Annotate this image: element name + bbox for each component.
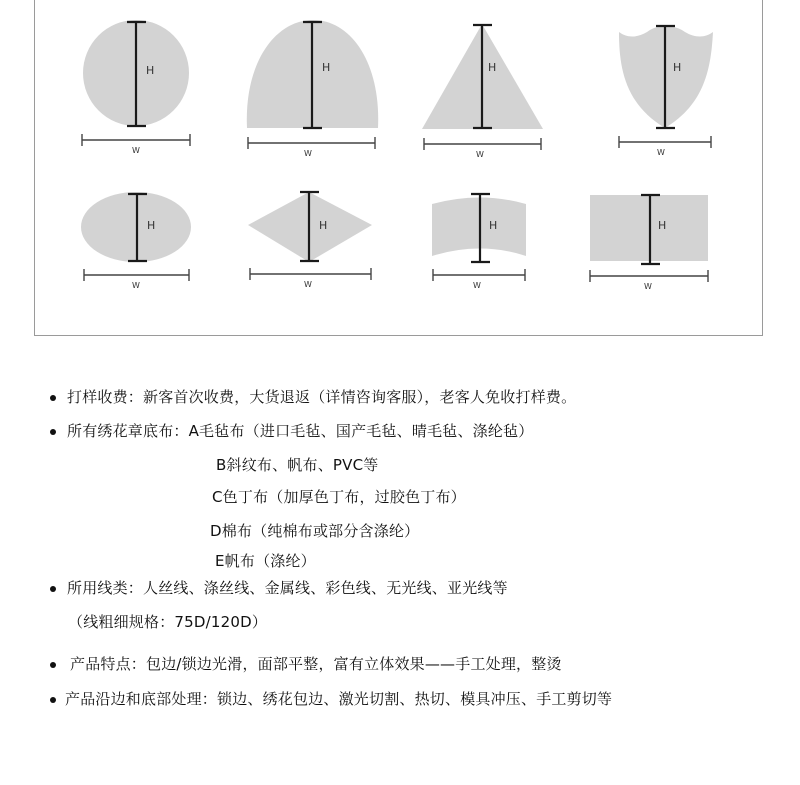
circle-shape — [82, 20, 190, 155]
width-label: W — [644, 282, 652, 291]
bullet-dot — [50, 697, 56, 703]
height-label: H — [488, 61, 497, 74]
width-label: W — [132, 281, 140, 290]
height-label: H — [319, 219, 328, 232]
arch-shape — [247, 20, 378, 158]
thread-spec-note: （线粗细规格：75D/120D） — [68, 613, 268, 631]
bullet-dot — [50, 662, 56, 668]
height-label: H — [489, 219, 498, 232]
bullet-dot — [50, 395, 56, 401]
sampling-fee-note: 打样收费：新客首次收费，大货退返（详情咨询客服），老客人免收打样费。 — [67, 388, 577, 406]
shape-diagram-panel — [34, 0, 763, 336]
triangle-shape — [422, 24, 543, 159]
width-label: W — [132, 146, 140, 155]
fabric-d-note: D棉布（纯棉布或部分含涤纶） — [210, 522, 420, 540]
width-label: W — [657, 148, 665, 157]
features-note: 产品特点：包边/锁边光滑，面部平整，富有立体效果——手工处理，整烫 — [70, 655, 562, 673]
bullet-dot — [50, 429, 56, 435]
height-label: H — [322, 61, 331, 74]
height-label: H — [147, 219, 156, 232]
fabric-c-note: C色丁布（加厚色丁布，过胶色丁布） — [212, 488, 466, 506]
width-label: W — [304, 280, 312, 289]
fabric-intro-note: 所有绣花章底布：A毛毡布（进口毛毡、国产毛毡、晴毛毡、涤纶毡） — [67, 422, 534, 440]
rectangle-shape — [590, 195, 708, 291]
height-label: H — [658, 219, 667, 232]
shield-shape — [619, 26, 713, 157]
width-label: W — [476, 150, 484, 159]
width-label: W — [304, 149, 312, 158]
height-label: H — [673, 61, 682, 74]
fabric-b-note: B斜纹布、帆布、PVC等 — [216, 456, 379, 474]
edge-processing-note: 产品沿边和底部处理：锁边、绣花包边、激光切割、热切、模具冲压、手工剪切等 — [65, 690, 613, 708]
rhombus-shape — [248, 192, 372, 289]
ellipse-shape — [81, 192, 191, 290]
threads-note: 所用线类：人丝线、涤丝线、金属线、彩色线、无光线、亚光线等 — [67, 579, 508, 597]
curved-banner-shape — [432, 194, 526, 290]
bullet-dot — [50, 586, 56, 592]
shape-diagram — [35, 0, 764, 336]
fabric-e-note: E帆布（涤纶） — [215, 552, 316, 570]
width-label: W — [473, 281, 481, 290]
height-label: H — [146, 64, 155, 77]
